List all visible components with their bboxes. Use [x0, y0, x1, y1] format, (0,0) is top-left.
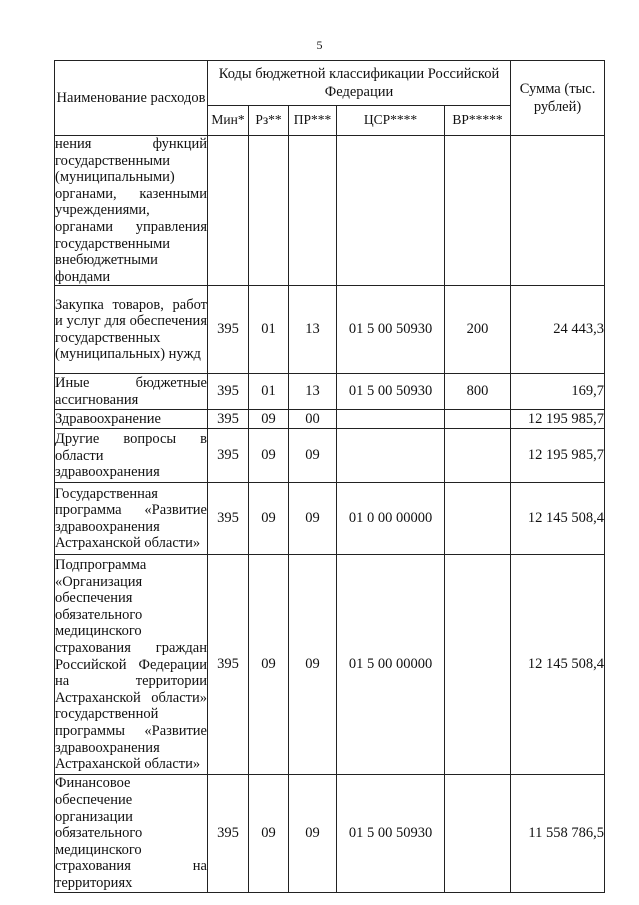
row-vr [445, 555, 511, 775]
table-row [55, 374, 605, 410]
table-row [55, 136, 605, 286]
row-pr: 09 [289, 483, 337, 555]
row-rz [249, 136, 289, 286]
header-name-column: Наименование расходов [55, 61, 208, 136]
row-vr: 800 [445, 374, 511, 410]
row-pr: 09 [289, 555, 337, 775]
row-sum: 24 443,3 [511, 286, 605, 374]
row-csr: 01 5 00 00000 [337, 555, 445, 775]
row-pr [289, 136, 337, 286]
budget-table [54, 60, 605, 893]
row-csr [337, 410, 445, 429]
row-rz: 09 [249, 775, 289, 892]
row-pr: 00 [289, 410, 337, 429]
table-row [55, 286, 605, 374]
row-rz: 09 [249, 429, 289, 483]
row-rz: 09 [249, 410, 289, 429]
table-row [55, 483, 605, 555]
row-csr: 01 5 00 50930 [337, 775, 445, 892]
row-vr [445, 410, 511, 429]
row-sum: 11 558 786,5 [511, 775, 605, 892]
header-vr: ВР***** [445, 105, 511, 135]
row-name: Государственная программа «Развитие здравоохранения Астраханской области» [55, 483, 208, 555]
row-name: Финансовое обеспечение организации обязательного медицинского страхования на территориях [55, 775, 207, 891]
row-pr: 13 [289, 374, 337, 410]
row-csr: 01 5 00 50930 [337, 374, 445, 410]
header-min: Мин* [208, 105, 249, 135]
header-rz: Рз** [249, 105, 289, 135]
row-sum [511, 136, 605, 286]
row-min: 395 [208, 410, 249, 429]
row-min: 395 [208, 286, 249, 374]
row-rz: 09 [249, 483, 289, 555]
table-row [55, 775, 605, 892]
table-row [55, 429, 605, 483]
row-name: Подпрограмма «Организация обеспечения обязательного медицинского страхования граждан Российской Федерации на территории Астраханской области» государственной программы «Развитие здравоохранения Астраханской области» [55, 555, 208, 775]
row-min: 395 [208, 374, 249, 410]
row-pr: 09 [289, 775, 337, 892]
row-min: 395 [208, 483, 249, 555]
row-vr [445, 136, 511, 286]
row-sum: 12 145 508,4 [511, 483, 605, 555]
header-pr: ПР*** [289, 105, 337, 135]
row-vr: 200 [445, 286, 511, 374]
row-name: Другие вопросы в области здравоохранения [55, 429, 208, 483]
row-sum: 12 195 985,7 [511, 429, 605, 483]
row-name: Здравоохранение [55, 410, 208, 429]
row-name: нения функций государственными (муниципальными) органами, казенными учреждениями, органами управления государственными внебюджетными фондами [55, 136, 207, 285]
row-csr [337, 136, 445, 286]
row-min: 395 [208, 555, 249, 775]
row-vr [445, 775, 511, 892]
table-row [55, 555, 605, 775]
row-csr: 01 5 00 50930 [337, 286, 445, 374]
page-number: 5 [316, 38, 323, 52]
header-codes-group: Коды бюджетной классификации Российской Федерации [208, 61, 511, 106]
row-min: 395 [208, 429, 249, 483]
row-name: Иные бюджетные ассигнования [55, 375, 207, 408]
row-pr: 13 [289, 286, 337, 374]
row-rz: 01 [249, 286, 289, 374]
table-row [55, 410, 605, 429]
row-min [208, 136, 249, 286]
row-csr [337, 429, 445, 483]
row-sum: 169,7 [511, 374, 605, 410]
row-pr: 09 [289, 429, 337, 483]
row-rz: 01 [249, 374, 289, 410]
header-csr: ЦСР**** [337, 105, 445, 135]
row-vr [445, 429, 511, 483]
row-sum: 12 145 508,4 [511, 555, 605, 775]
row-min: 395 [208, 775, 249, 892]
row-vr [445, 483, 511, 555]
header-sum-column: Сумма (тыс. рублей) [511, 61, 605, 136]
row-rz: 09 [249, 555, 289, 775]
row-csr: 01 0 00 00000 [337, 483, 445, 555]
row-sum: 12 195 985,7 [511, 410, 605, 429]
row-name: Закупка товаров, работ и услуг для обеспечения государственных (муниципальных) нужд [55, 286, 208, 374]
